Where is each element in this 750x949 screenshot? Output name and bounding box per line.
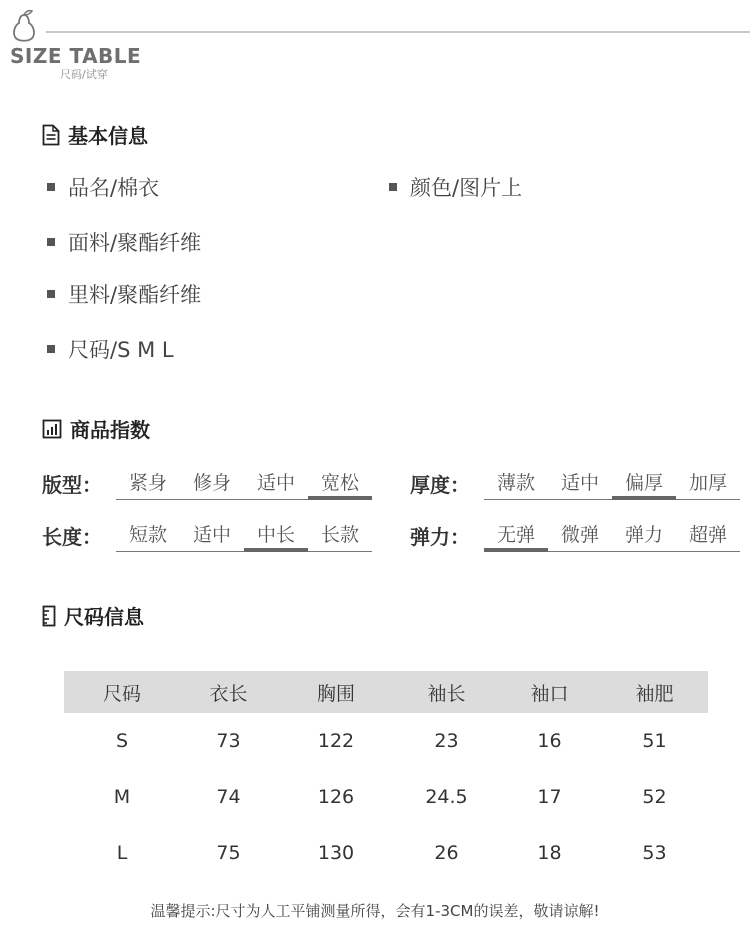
table-cell: 26: [434, 842, 459, 864]
table-cell: S: [115, 730, 129, 752]
bullet: [47, 183, 55, 191]
index-option: 适中: [548, 468, 612, 500]
pear-logo-icon: [10, 6, 38, 44]
index-option-selected: 偏厚: [612, 468, 676, 500]
info-item-text: 品名/棉衣: [68, 176, 160, 200]
size-table-subtitle: 尺码/试穿: [60, 68, 108, 81]
index-option: 适中: [244, 468, 308, 500]
bullet: [47, 238, 55, 246]
index-option: 微弹: [548, 520, 612, 552]
table-row: [64, 825, 708, 881]
product-index-title: 商品指数: [70, 418, 150, 442]
index-option: 修身: [180, 468, 244, 500]
index-option: 长款: [308, 520, 372, 552]
info-item-lining: [47, 279, 201, 309]
column-header: 袖口: [530, 682, 569, 705]
size-table: [64, 671, 708, 881]
table-cell: M: [113, 786, 131, 808]
size-table-title: SIZE TABLE: [10, 44, 142, 68]
elasticity-options: [484, 520, 740, 552]
table-cell: 126: [317, 786, 355, 808]
table-cell: 51: [642, 730, 667, 752]
table-cell: 24.5: [425, 786, 468, 808]
table-cell: 18: [537, 842, 562, 864]
column-header: 胸围: [316, 682, 355, 705]
elasticity-label: 弹力：: [410, 525, 470, 549]
thickness-options: [484, 468, 740, 500]
bullet: [47, 290, 55, 298]
table-cell: 75: [216, 842, 241, 864]
column-header: 袖长: [427, 682, 466, 705]
info-item-size: [47, 334, 174, 364]
column-header: 袖肥: [635, 682, 674, 705]
fit-options: [116, 468, 372, 500]
basic-info-title: 基本信息: [68, 124, 148, 148]
index-option: 弹力: [612, 520, 676, 552]
footnote: 温馨提示:尺寸为人工平铺测量所得，会有1-3CM的误差，敬请谅解!: [150, 902, 600, 920]
index-option: 短款: [116, 520, 180, 552]
table-cell: 122: [317, 730, 355, 752]
table-cell: 53: [642, 842, 667, 864]
table-cell: 17: [537, 786, 562, 808]
header-rule: [46, 31, 750, 33]
basic-info-heading: [42, 120, 148, 149]
table-row: [64, 713, 708, 769]
info-item-text: 颜色/图片上: [410, 176, 523, 200]
info-item-name: [47, 172, 159, 202]
product-index-heading: [42, 414, 150, 443]
length-label: 长度：: [42, 525, 102, 549]
info-item-text: 面料/聚酯纤维: [68, 231, 202, 255]
column-header: 衣长: [209, 682, 248, 705]
length-options: [116, 520, 372, 552]
info-item-fabric: [47, 227, 201, 257]
index-option: 薄款: [484, 468, 548, 500]
info-item-text: 尺码/S M L: [68, 338, 174, 362]
table-cell: 130: [317, 842, 355, 864]
size-info-heading: [42, 601, 144, 630]
table-cell: 23: [434, 730, 459, 752]
bullet: [47, 345, 55, 353]
table-header-row: [64, 671, 708, 713]
fit-label: 版型：: [42, 473, 102, 497]
index-option-selected: 宽松: [308, 468, 372, 500]
document-icon: [42, 124, 60, 146]
table-row: [64, 769, 708, 825]
table-cell: 16: [537, 730, 562, 752]
index-option: 适中: [180, 520, 244, 552]
index-option-selected: 无弹: [484, 520, 548, 552]
bar-chart-icon: [42, 419, 62, 439]
table-cell: L: [116, 842, 128, 864]
table-cell: 73: [216, 730, 241, 752]
index-option-selected: 中长: [244, 520, 308, 552]
size-info-title: 尺码信息: [64, 605, 144, 629]
table-cell: 52: [642, 786, 667, 808]
bullet: [389, 183, 397, 191]
ruler-icon: [42, 605, 56, 627]
index-option: 加厚: [676, 468, 740, 500]
info-item-color: [389, 172, 522, 202]
thickness-label: 厚度：: [410, 473, 470, 497]
index-option: 超弹: [676, 520, 740, 552]
column-header: 尺码: [102, 682, 141, 705]
index-option: 紧身: [116, 468, 180, 500]
info-item-text: 里料/聚酯纤维: [68, 283, 202, 307]
table-cell: 74: [216, 786, 241, 808]
